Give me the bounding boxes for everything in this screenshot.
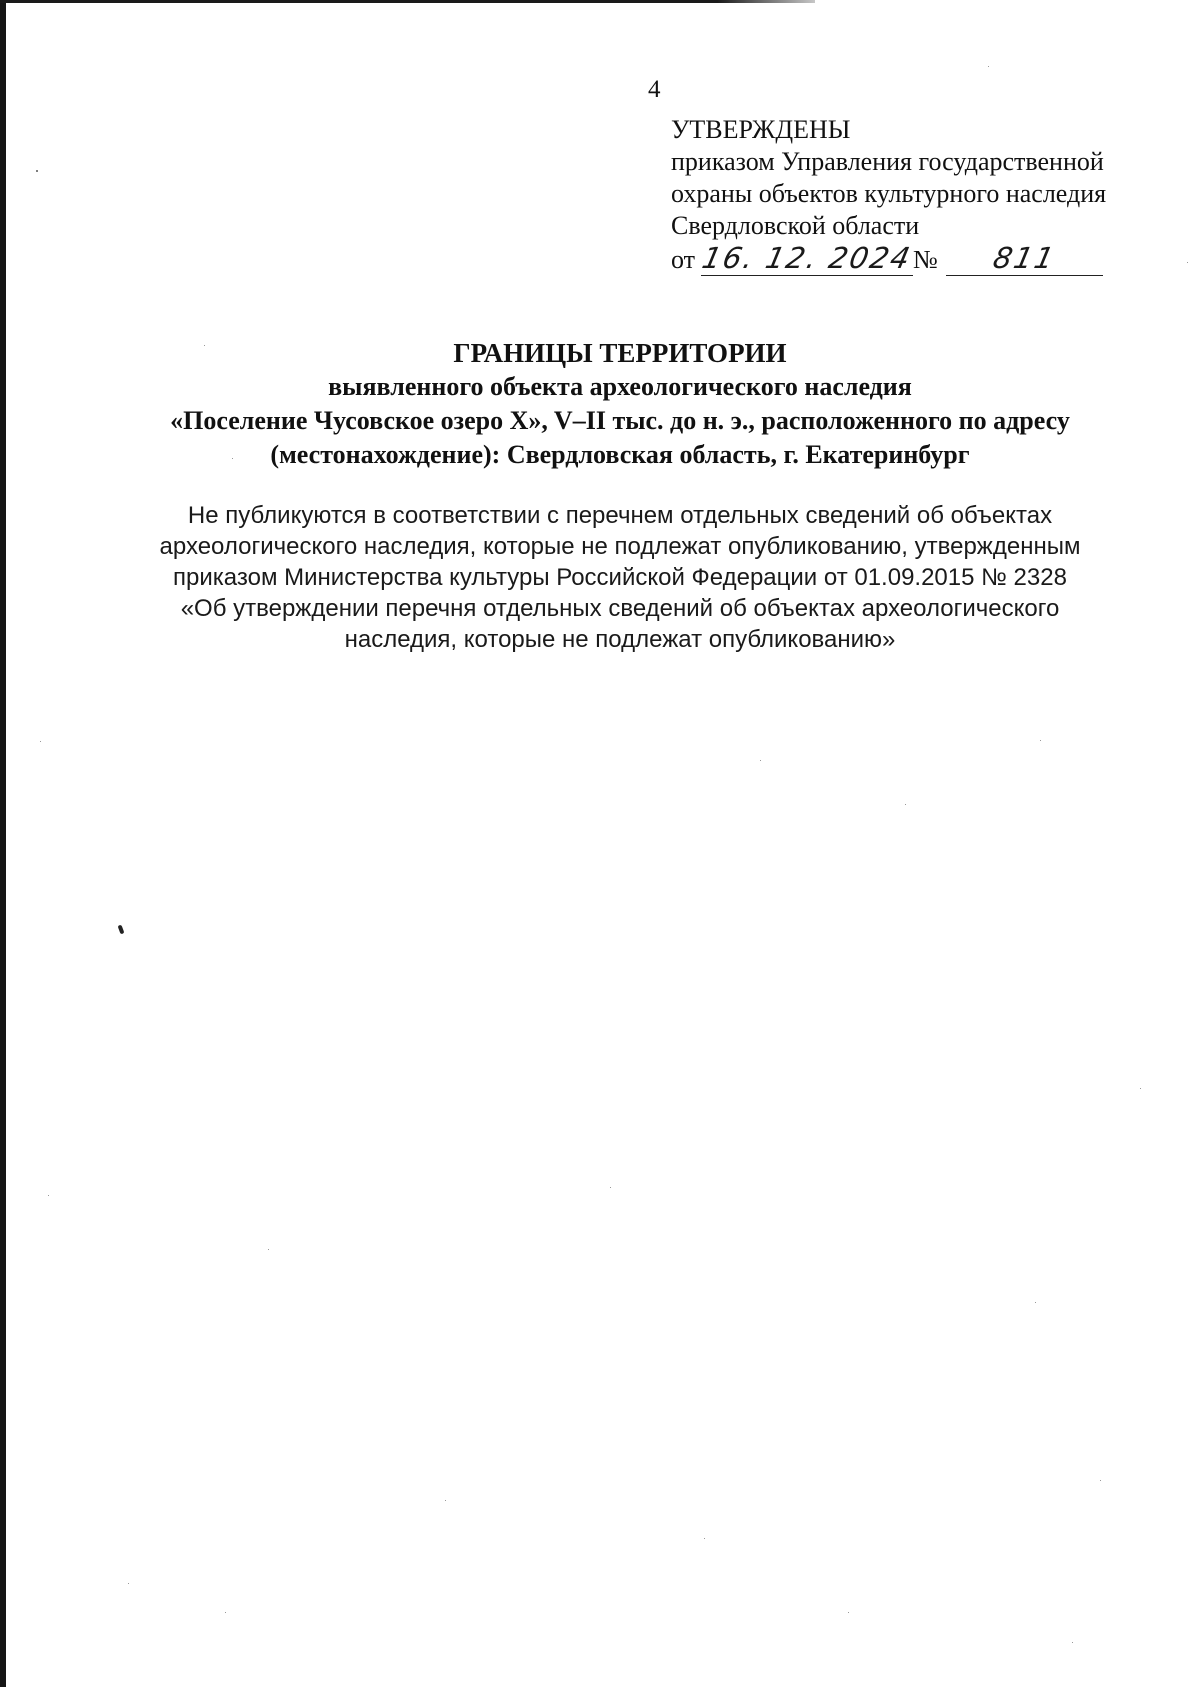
scan-speck [610,1187,611,1188]
approval-heading: УТВЕРЖДЕНЫ [671,115,851,144]
approval-line: охраны объектов культурного наследия [671,179,1107,208]
body-line: наследия, которые не подлежат опубликованию» [344,626,896,653]
approval-date-row [671,242,1171,276]
scan-speck [848,1612,849,1613]
scan-speck [48,1195,49,1196]
scan-speck [988,66,989,67]
scan-speck [225,1612,226,1613]
title-line: выявленного объекта археологического наследия [328,372,912,401]
scan-speck [268,1249,269,1250]
scan-speck [1140,1088,1141,1089]
document-title [100,336,1140,472]
approval-line: Свердловской области [671,211,920,240]
scan-speck [905,804,906,805]
scan-top-edge [0,0,815,3]
number-prefix: № [913,245,938,274]
page-number: 4 [648,76,661,103]
scan-speck [760,760,761,761]
scan-speck [232,458,233,459]
scan-speck [204,345,205,346]
scan-speck [1187,262,1188,263]
scan-speck [36,170,38,172]
date-blank [699,241,915,276]
body-line: «Об утверждении перечня отдельных сведений об объектах археологического [180,595,1060,622]
title-line: «Поселение Чусовское озеро X», V–II тыс. до н. э., расположенного по адресу [170,406,1070,435]
scan-speck [704,1538,705,1539]
body-line: Не публикуются в соответствии с перечнем отдельных сведений об объектах [187,502,1053,529]
approval-line: приказом Управления государственной [671,147,1104,176]
scan-speck [40,741,41,742]
title-line: (местонахождение): Свердловская область, г. Екатеринбург [270,440,970,469]
scan-speck [1072,1642,1073,1643]
number-blank [946,241,1103,276]
title-main: ГРАНИЦЫ ТЕРРИТОРИИ [453,338,787,368]
handwritten-date: 16. 12. 2024 [699,241,915,275]
body-line: археологического наследия, которые не подлежат опубликованию, утвержденным [159,533,1081,560]
scan-mark [118,925,125,935]
body-paragraph [100,500,1140,655]
body-line: приказом Министерства культуры Российской Федерации от 01.09.2015 № 2328 [173,564,1067,591]
handwritten-number: 811 [990,241,1059,275]
approval-stamp [671,114,1171,276]
scan-speck [445,1500,446,1501]
scan-speck [1100,1480,1101,1481]
date-prefix: от [671,245,696,274]
scan-speck [1035,1302,1036,1303]
scan-left-edge [0,0,6,1687]
scan-speck [1040,740,1041,741]
scan-speck [128,1583,129,1584]
